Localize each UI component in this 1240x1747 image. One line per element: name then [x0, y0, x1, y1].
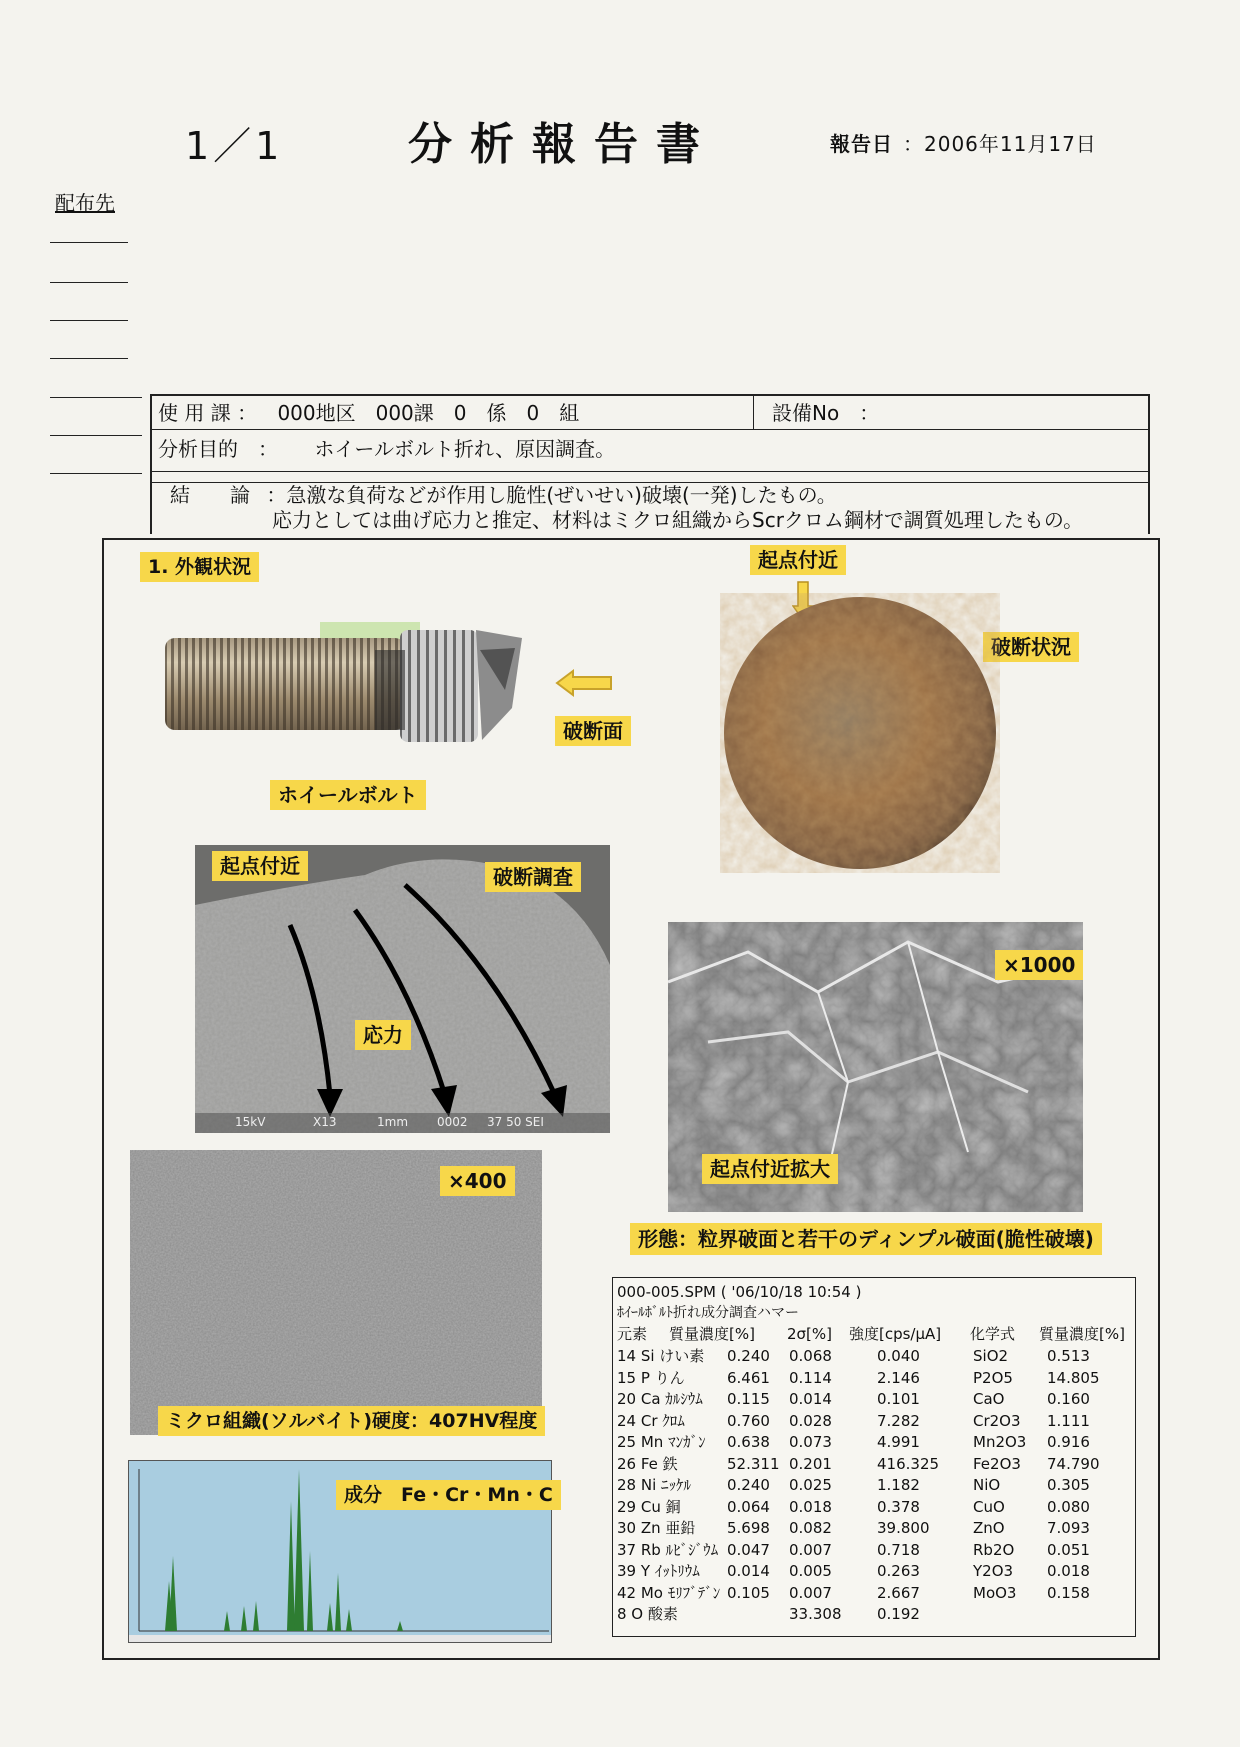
- table-cell: 0.064: [727, 1497, 770, 1516]
- table-cell: 0.263: [877, 1562, 920, 1580]
- distribution-label: 配布先: [55, 191, 115, 215]
- components-tag: 成分 Fe・Cr・Mn・C: [336, 1480, 561, 1510]
- table-cell: 0.114: [789, 1368, 832, 1387]
- distribution-line: [50, 242, 128, 243]
- origin-near-tag: 起点付近: [750, 545, 846, 575]
- table-cell: Fe2O3: [973, 1454, 1021, 1473]
- purpose-row: [152, 430, 1148, 472]
- purpose-label: 分析目的 ：: [158, 437, 278, 461]
- sem-magnification: X13: [313, 1115, 337, 1129]
- table-cell: 0.047: [727, 1540, 770, 1559]
- table-cell: 7.093: [1047, 1519, 1090, 1537]
- distribution-line: [50, 435, 142, 436]
- fracture-surface-tag: 破断面: [555, 716, 631, 746]
- info-box: [150, 394, 1150, 534]
- table-cell: SiO2: [973, 1347, 1009, 1365]
- distribution-line: [50, 397, 142, 398]
- magnification-400-tag: ×400: [440, 1166, 515, 1196]
- table-cell: 0.101: [877, 1390, 920, 1408]
- conclusion-line-2: 応力としては曲げ応力と推定、材料はミクロ組織からScrクロム鋼材で調質処理したもの。: [272, 508, 1084, 532]
- table-cell: P2O5: [973, 1368, 1013, 1387]
- row-divider: [753, 396, 754, 430]
- table-cell: 20 Ca ｶﾙｼｳﾑ: [617, 1390, 703, 1408]
- equipment-label: 設備No ：: [772, 401, 880, 425]
- dept-value: 000地区 000課 0 係 0 組: [277, 401, 580, 425]
- table-header: 2σ[%]: [787, 1325, 833, 1343]
- table-cell: 28 Ni ﾆｯｹﾙ: [617, 1476, 692, 1494]
- table-header: 化学式: [970, 1325, 1016, 1343]
- table-cell: Y2O3: [973, 1562, 1014, 1580]
- table-cell: 0.080: [1047, 1497, 1090, 1516]
- stress-tag: 応力: [355, 1020, 411, 1050]
- table-cell: Mn2O3: [973, 1433, 1027, 1451]
- table-cell: 25 Mn ﾏﾝｶﾞﾝ: [617, 1433, 706, 1451]
- section1-tag: 1. 外観状況: [140, 552, 259, 582]
- document-title: 分析報告書: [408, 119, 718, 170]
- table-cell: 0.018: [1047, 1562, 1090, 1580]
- table-cell: Cr2O3: [973, 1411, 1021, 1430]
- distribution-line: [50, 358, 128, 359]
- table-cell: 0.760: [727, 1411, 770, 1430]
- dept-label: 使 用 課 ：: [158, 401, 258, 425]
- table-cell: 0.040: [877, 1347, 920, 1365]
- fracture-state-tag: 破断状況: [983, 632, 1079, 662]
- table-header: 強度[cps/μA]: [849, 1325, 942, 1343]
- table-cell: 416.325: [877, 1454, 940, 1473]
- table-cell: 42 Mo ﾓﾘﾌﾞﾃﾞﾝ: [617, 1583, 721, 1602]
- table-cell: 0.240: [727, 1476, 770, 1494]
- conclusion-label: 結 論: [170, 483, 250, 507]
- table-cell: 37 Rb ﾙﾋﾞｼﾞｳﾑ: [617, 1540, 719, 1559]
- table-cell: 0.105: [727, 1583, 770, 1602]
- table-cell: 0.073: [789, 1433, 832, 1451]
- table-cell: 0.082: [789, 1519, 832, 1537]
- magnification-1000-tag: ×1000: [995, 950, 1083, 980]
- table-cell: 4.991: [877, 1433, 920, 1451]
- table-cell: 39 Y ｲｯﾄﾘｳﾑ: [617, 1562, 700, 1580]
- table-cell: 0.005: [789, 1562, 832, 1580]
- table-cell: 0.025: [789, 1476, 832, 1494]
- table-cell: ZnO: [973, 1519, 1005, 1537]
- report-date-value: ：2006年11月17日: [903, 132, 1097, 156]
- table-cell: 33.308: [789, 1605, 842, 1623]
- table-cell: 5.698: [727, 1519, 770, 1537]
- sem-kv: 15kV: [235, 1115, 266, 1129]
- table-cell: 1.182: [877, 1476, 920, 1494]
- table-cell: 2.667: [877, 1583, 920, 1602]
- table-cell: 30 Zn 亜鉛: [617, 1519, 696, 1537]
- distribution-line: [50, 473, 142, 474]
- table-cell: 24 Cr ｸﾛﾑ: [617, 1411, 685, 1430]
- table-cell: 0.014: [789, 1390, 832, 1408]
- table-cell: 14 Si けい素: [617, 1347, 705, 1365]
- page-number: 1／1: [185, 124, 284, 168]
- table-cell: 0.018: [789, 1497, 832, 1516]
- table-cell: 29 Cu 銅: [617, 1497, 681, 1516]
- table-cell: 1.111: [1047, 1411, 1090, 1430]
- table-cell: MoO3: [973, 1583, 1017, 1602]
- table-cell: 0.158: [1047, 1583, 1090, 1602]
- table-header: 質量濃度[%]: [1039, 1325, 1125, 1343]
- table-cell: 74.790: [1047, 1454, 1100, 1473]
- report-date-label: 報告日: [830, 132, 893, 156]
- table-cell: 0.007: [789, 1540, 832, 1559]
- composition-table: [612, 1277, 1136, 1637]
- table-cell: CuO: [973, 1497, 1005, 1516]
- sem-origin-tag: 起点付近: [212, 851, 308, 881]
- table-cell: 0.068: [789, 1347, 832, 1365]
- fracture-survey-tag: 破断調査: [485, 862, 581, 892]
- table-cell: 7.282: [877, 1411, 920, 1430]
- origin-zoom-tag: 起点付近拡大: [702, 1154, 838, 1184]
- table-cell: 0.201: [789, 1454, 832, 1473]
- table-cell: 0.240: [727, 1347, 770, 1365]
- conclusion-line-1: ：急激な負荷などが作用し脆性(ぜいせい)破壊(一発)したもの。: [266, 483, 837, 507]
- table-subtitle: ﾎｲｰﾙﾎﾞﾙﾄ折れ成分調査ハマー: [617, 1305, 799, 1321]
- fracture-photo: [720, 593, 1000, 873]
- table-cell: 0.051: [1047, 1540, 1090, 1559]
- table-cell: 0.638: [727, 1433, 770, 1451]
- bolt-photo: [160, 610, 540, 760]
- table-cell: 0.014: [727, 1562, 770, 1580]
- sem-id: 0002: [437, 1115, 468, 1129]
- table-cell: 0.916: [1047, 1433, 1090, 1451]
- table-cell: 8 O 酸素: [617, 1605, 678, 1623]
- table-file-line: 000-005.SPM ( '06/10/18 10:54 ): [617, 1283, 862, 1301]
- table-cell: NiO: [973, 1476, 1001, 1494]
- table-cell: 2.146: [877, 1368, 920, 1387]
- table-cell: Rb2O: [973, 1540, 1015, 1559]
- table-cell: 14.805: [1047, 1368, 1100, 1387]
- table-cell: 0.378: [877, 1497, 920, 1516]
- purpose-value: ホイールボルト折れ、原因調査。: [314, 437, 616, 461]
- table-cell: 0.160: [1047, 1390, 1090, 1408]
- table-cell: 0.718: [877, 1540, 920, 1559]
- conclusion-row: [152, 482, 1148, 536]
- table-cell: 52.311: [727, 1454, 780, 1473]
- micro-structure-caption: ミクロ組織(ソルバイト)硬度：407HV程度: [158, 1406, 545, 1436]
- report-date: [830, 128, 1097, 157]
- arrow-left-icon: [555, 668, 615, 698]
- table-cell: CaO: [973, 1390, 1005, 1408]
- table-cell: 15 P りん: [617, 1368, 685, 1387]
- distribution-line: [50, 320, 128, 321]
- table-cell: 6.461: [727, 1368, 770, 1387]
- dept-row: [152, 396, 1148, 430]
- table-header: 元素: [617, 1325, 648, 1343]
- distribution-line: [50, 282, 128, 283]
- table-cell: 39.800: [877, 1519, 930, 1537]
- morphology-caption: 形態：粒界破面と若干のディンプル破面(脆性破壊): [630, 1223, 1102, 1255]
- table-cell: 0.305: [1047, 1476, 1090, 1494]
- table-cell: 0.028: [789, 1411, 832, 1430]
- sem-code: 37 50 SEI: [487, 1115, 544, 1129]
- table-cell: 0.513: [1047, 1347, 1090, 1365]
- table-cell: 0.115: [727, 1390, 770, 1408]
- table-cell: 0.192: [877, 1605, 920, 1623]
- table-cell: 0.007: [789, 1583, 832, 1602]
- table-header: 質量濃度[%]: [669, 1325, 755, 1343]
- sem-scale: 1mm: [377, 1115, 409, 1129]
- table-cell: 26 Fe 鉄: [617, 1454, 678, 1473]
- wheel-bolt-tag: ホイールボルト: [270, 780, 426, 810]
